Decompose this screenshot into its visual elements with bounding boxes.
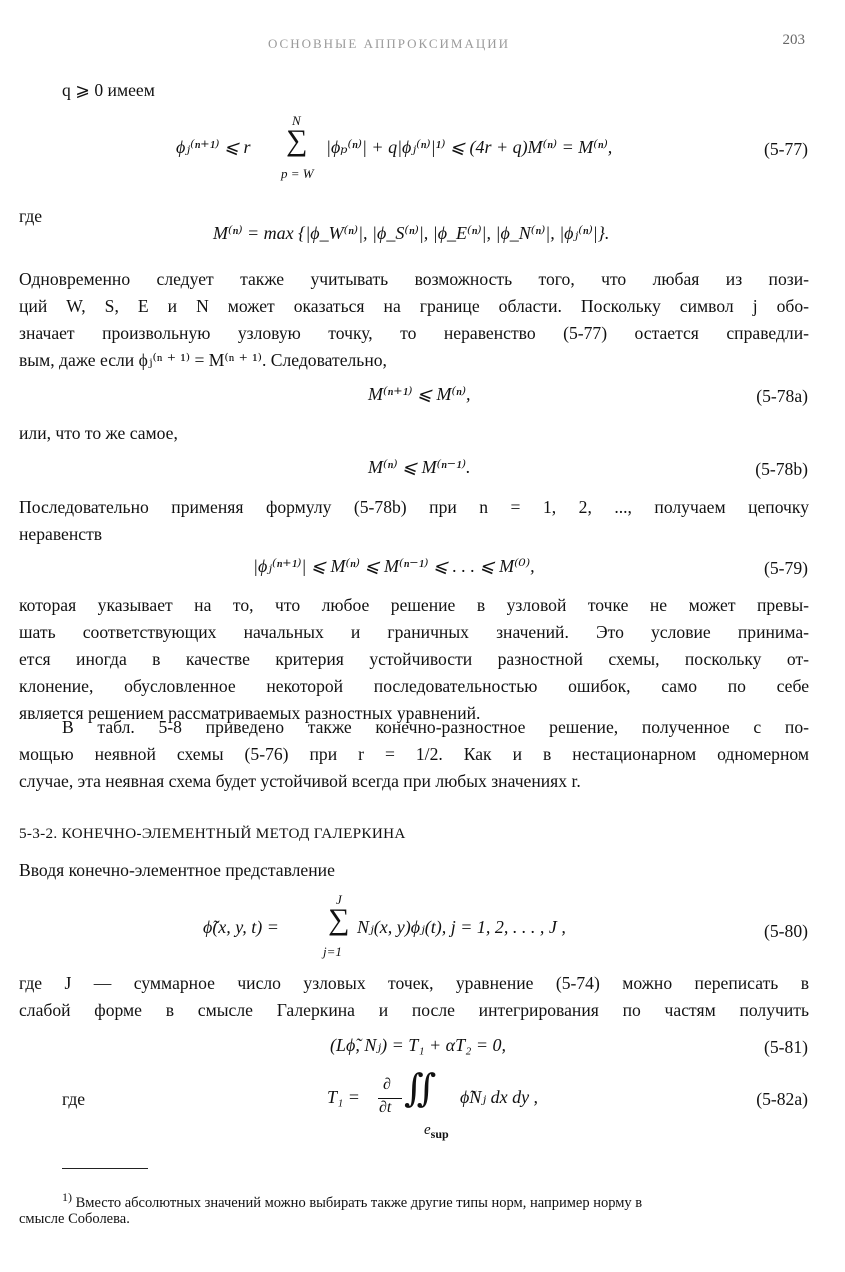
eq-5-82a-integrand: ϕ̃Nⱼ dx dy , <box>460 1087 539 1107</box>
double-integral-sign: ∬ <box>404 1068 437 1110</box>
footnote-marker: 1) <box>62 1190 72 1204</box>
eq-5-80-number: (5-80) <box>764 921 808 941</box>
paragraph-5 <box>19 970 809 1024</box>
running-header: ОСНОВНЫЕ АППРОКСИМАЦИИ <box>268 36 511 51</box>
text-line: неравенств <box>19 524 103 544</box>
eq-5-78b-number: (5-78b) <box>755 459 808 479</box>
paragraph-3 <box>19 592 809 727</box>
text-line: мощью неявной схемы (5-76) при r = 1/2. Как и в нестационарном одномерном <box>19 744 809 764</box>
where-label: где <box>62 1089 86 1109</box>
text-line: шать соответствующих начальных и граничных значений. Это условие принима- <box>19 622 809 642</box>
footnote-rule <box>62 1168 148 1169</box>
text-line: является решением рассматриваемых разностных уравнений. <box>19 703 481 723</box>
equation-5-81: (Lϕ̃, Nⱼ) = T₁ + αT₂ = 0, <box>330 1035 507 1055</box>
text-line: Последовательно применяя формулу (5-78b) при n = 1, 2, ..., получаем цепочку <box>19 497 809 517</box>
eq-5-77-lhs: ϕⱼ⁽ⁿ⁺¹⁾ ⩽ r <box>176 137 251 157</box>
text-line: значает произвольную узловую точку, то неравенство (5-77) остается справедли- <box>19 323 809 343</box>
equation-5-78a: M⁽ⁿ⁺¹⁾ ⩽ M⁽ⁿ⁾, <box>368 384 471 404</box>
text-line: клонение, обусловленное некоторой последовательностью ошибок, само по себе <box>19 676 809 696</box>
paragraph-1 <box>19 266 809 374</box>
eq-5-77-number: (5-77) <box>764 139 808 159</box>
text-line: случае, эта неявная схема будет устойчивой всегда при любых значениях r. <box>19 771 581 791</box>
text-line: ций W, S, E и N может оказаться на границе области. Поскольку символ j обо- <box>19 296 809 316</box>
intro-fe-text: Вводя конечно-элементное представление <box>19 860 335 880</box>
eq-5-77-rhs: |ϕₚ⁽ⁿ⁾| + q|ϕⱼ⁽ⁿ⁾|¹⁾ ⩽ (4r + q)M⁽ⁿ⁾ = M⁽ⁿ⁾, <box>326 137 613 157</box>
eq-5-80-sum-top: J <box>336 892 342 907</box>
equation-5-78b: M⁽ⁿ⁾ ⩽ M⁽ⁿ⁻¹⁾. <box>368 457 471 477</box>
or-same-text: или, что то же самое, <box>19 423 178 443</box>
text-line: Одновременно следует также учитывать возможность того, что любая из пози- <box>19 269 809 289</box>
text-line: ется иногда в качестве критерия устойчивости разностной схемы, поскольку от- <box>19 649 809 669</box>
eq-5-77-sum-bottom: p = W <box>281 166 314 181</box>
eq-5-80-lhs: ϕ̃(x, y, t) = <box>203 917 279 937</box>
paragraph-4 <box>19 714 809 795</box>
text-line: где J — суммарное число узловых точек, уравнение (5-74) можно переписать в <box>19 973 809 993</box>
text-line: слабой форме в смысле Галеркина и после интегрирования по частям получить <box>19 1000 809 1020</box>
eq-5-82a-lhs: T₁ = <box>327 1087 360 1107</box>
footnote-line-2: смысле Соболева. <box>19 1211 130 1227</box>
text-line: В табл. 5-8 приведено также конечно-разностное решение, полученное с по- <box>62 717 809 737</box>
sum-sign: ∑ <box>286 124 308 157</box>
eq-5-80-sum-bottom: j=1 <box>323 944 342 959</box>
eq-5-79-number: (5-79) <box>764 558 808 578</box>
eq-5-77-sum-top: N <box>292 113 301 128</box>
footnote-text: Вместо абсолютных значений можно выбирать также другие типы норм, например норму в <box>75 1194 643 1211</box>
footnote-line-1 <box>62 1186 642 1214</box>
where-label: где <box>19 206 43 226</box>
equation-M-definition: M⁽ⁿ⁾ = max {|ϕ_W⁽ⁿ⁾|, |ϕ_S⁽ⁿ⁾|, |ϕ_E⁽ⁿ⁾|, |ϕ_N⁽ⁿ⁾|, |ϕⱼ⁽ⁿ⁾|}. <box>213 223 610 243</box>
eq-5-82a-domain: $e_{sup}$ <box>424 1122 449 1141</box>
text-line: которая указывает на то, что любое решение в узловой точке не может превы- <box>19 595 809 615</box>
sum-sign: ∑ <box>328 903 350 936</box>
eq-5-80-rhs: Nⱼ(x, y)ϕⱼ(t), j = 1, 2, . . . , J , <box>357 917 566 937</box>
eq-5-81-number: (5-81) <box>764 1037 808 1057</box>
section-title: 5-3-2. КОНЕЧНО-ЭЛЕМЕНТНЫЙ МЕТОД ГАЛЕРКИНА <box>19 825 406 842</box>
equation-5-79: |ϕⱼ⁽ⁿ⁺¹⁾| ⩽ M⁽ⁿ⁾ ⩽ M⁽ⁿ⁻¹⁾ ⩽ . . . ⩽ M⁽⁰⁾, <box>253 556 535 576</box>
eq-5-82a-number: (5-82a) <box>756 1089 808 1109</box>
text-line: вым, даже если ϕⱼ⁽ⁿ ⁺ ¹⁾ = M⁽ⁿ ⁺ ¹⁾. Следовательно, <box>19 350 387 370</box>
paragraph-2 <box>19 494 809 548</box>
eq-5-82a-frac-num: ∂ <box>383 1076 391 1093</box>
page-number: 203 <box>782 32 805 48</box>
eq-5-82a-frac-den: ∂t <box>379 1099 392 1116</box>
eq-5-78a-number: (5-78a) <box>756 386 808 406</box>
intro-line: q ⩾ 0 имеем <box>62 80 155 100</box>
